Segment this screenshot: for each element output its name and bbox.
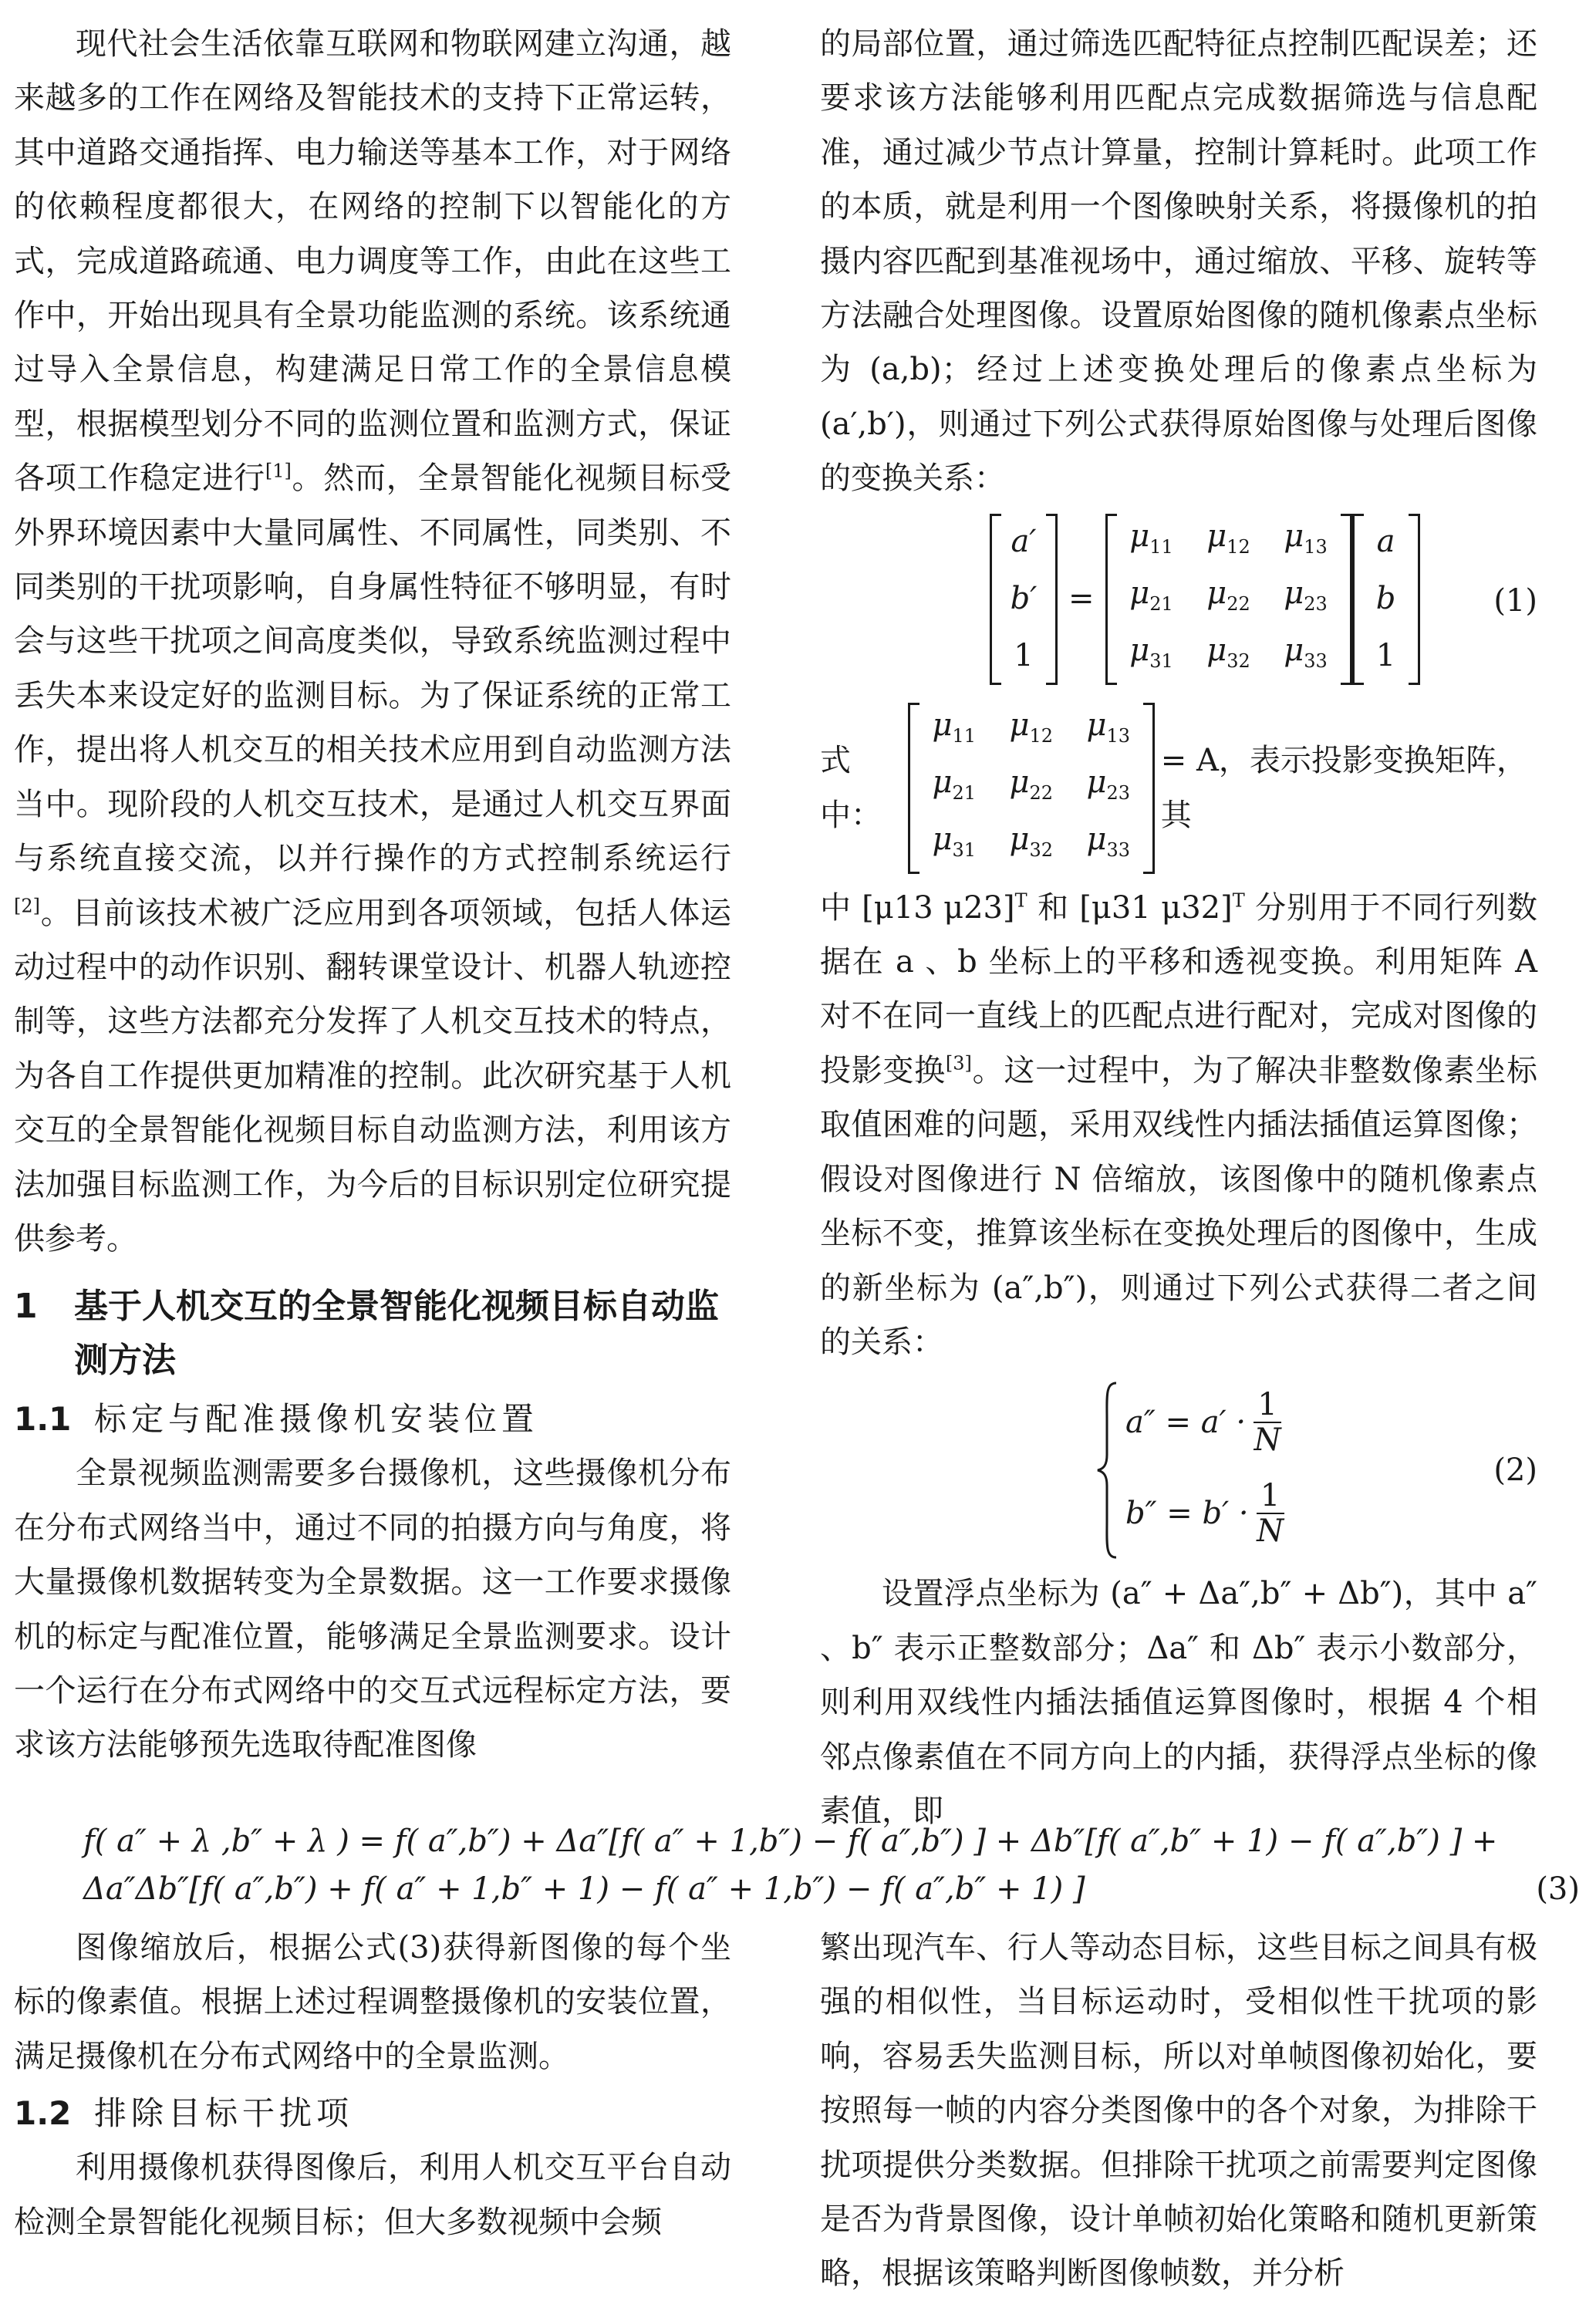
- equation-2-number: (2): [1493, 1452, 1537, 1489]
- right-column-bottom: [820, 1921, 1537, 2301]
- right-paragraph-2: 中 [μ13 μ23]$^T$ 和 [μ31 μ32]$^T$ 分别用于不同行列数据在 a 、b 坐标上的平移和透视变换。利用矩阵 A 对不在同一直线上的匹配点进行配对，完成对图像的投影变换[3]。这一过程中，为了解决非整数像素坐标取值困难的问题，采用双线性内插法插值运算图像；假设对图像进行 N 倍缩放，该图像中的随机像素点坐标不变，推算该坐标在变换处理后的图像中，生成的新坐标为 (a″,b″)，则通过下列公式获得二者之间的关系：: [820, 889, 1538, 1360]
- section-1-2-number: 1.2: [14, 2094, 72, 2133]
- section-1-number: 1: [14, 1287, 38, 1327]
- left-brace-icon: [1096, 1382, 1119, 1559]
- section-1-title: 基于人机交互的全景智能化视频目标自动监测方法: [74, 1287, 719, 1381]
- equation-1: a′ b′ 1 = $\mu_{11}$ $\mu_{12}$ $\mu_{13}$ $\mu_{21}$ $\mu_{22}$ $\mu_{23}$ $\mu_{31}$ $\mu_{32}$ $\mu_{33}$ a b 1 (1): [820, 511, 1537, 696]
- equation-3-number: (3): [1536, 1871, 1580, 1907]
- left-column-bottom: [14, 1921, 731, 2249]
- section-1-2-title: 排除目标干扰项: [94, 2094, 354, 2133]
- section-1-2-heading: [14, 2087, 731, 2141]
- projection-matrix: $\mu_{11}$ $\mu_{12}$ $\mu_{13}$ $\mu_{21}$ $\mu_{22}$ $\mu_{23}$ $\mu_{31}$ $\mu_{32}$ $\mu_{33}$: [1105, 514, 1352, 685]
- right-paragraph-1: 的局部位置，通过筛选匹配特征点控制匹配误差；还要求该方法能够利用匹配点完成数据筛选与信息配准，通过减少节点计算量，控制计算耗时。此项工作的本质，就是利用一个图像映射关系，将摄像机的拍摄内容匹配到基准视场中，通过缩放、平移、旋转等方法融合处理图像。设置原始图像的随机像素点坐标为 (a,b)；经过上述变换处理后的像素点坐标为 (a′,b′)，则通过下列公式获得原始图像与处理后图像的变换关系：: [820, 26, 1537, 497]
- paragraph-after-eq3: 图像缩放后，根据公式(3)获得新图像的每个坐标的像素值。根据上述过程调整摄像机的安装位置，满足摄像机在分布式网络中的全景监测。: [14, 1930, 731, 2074]
- section-1-1-title: 标定与配准摄像机安装位置: [94, 1400, 539, 1439]
- right-bottom-paragraph: 繁出现汽车、行人等动态目标，这些目标之间具有极强的相似性，当目标运动时，受相似性干扰项的影响，容易丢失监测目标，所以对单帧图像初始化，要按照每一帧的内容分类图像中的各个对象，为排除干扰项提供分类数据。但排除干扰项之前需要判定图像是否为背景图像，设计单帧初始化策略和随机更新策略，根据该策略判断图像帧数，并分析: [820, 1930, 1537, 2292]
- equation-1-number: (1): [1493, 582, 1537, 619]
- projection-matrix-definition: $\mu_{11}$ $\mu_{12}$ $\mu_{13}$ $\mu_{21}$ $\mu_{22}$ $\mu_{23}$ $\mu_{31}$ $\mu_{32}$ $\mu_{33}$: [908, 703, 1155, 874]
- vector-a-prime: a′ b′ 1: [990, 514, 1058, 685]
- eq2-line-1: a″ = a′ ·: [1125, 1405, 1247, 1441]
- intro-paragraph: 现代社会生活依靠互联网和物联网建立沟通，越来越多的工作在网络及智能技术的支持下正常运转，其中道路交通指挥、电力输送等基本工作，对于网络的依赖程度都很大，在网络的控制下以智能化的方式，完成道路疏通、电力调度等工作，由此在这些工作中，开始出现具有全景功能监测的系统。该系统通过导入全景信息，构建满足日常工作的全景信息模型，根据模型划分不同的监测位置和监测方式，保证各项工作稳定进行[1]。然而，全景智能化视频目标受外界环境因素中大量同属性、不同属性，同类别、不同类别的干扰项影响，自身属性特征不够明显，有时会与这些干扰项之间高度类似，导致系统监测过程中丢失本来设定好的监测目标。为了保证系统的正常工作，提出将人机交互的相关技术应用到自动监测方法当中。现阶段的人机交互技术，是通过人机交互界面与系统直接交流，以并行操作的方式控制系统运行[2]。目前该技术被广泛应用到各项领域，包括人体运动过程中的动作识别、翻转课堂设计、机器人轨迹控制等，这些方法都充分发挥了人机交互技术的特点，为各自工作提供更加精准的控制。此次研究基于人机交互的全景智能化视频目标自动监测方法，利用该方法加强目标监测工作，为今后的目标识别定位研究提供参考。: [14, 26, 732, 1257]
- matrix-definition: 式中： $\mu_{11}$ $\mu_{12}$ $\mu_{13}$ $\mu_{21}$ $\mu_{22}$ $\mu_{23}$ $\mu_{31}$ $\mu_{32}$ $\mu_{33}$ = A，表示投影变换矩阵，其: [820, 696, 1537, 881]
- left-column: [14, 17, 731, 1773]
- citation-1[interactable]: [1]: [265, 460, 292, 482]
- equation-2: a″ = a′ · $\frac{1}{N}$ b″ = b′ · $\frac{1}{N}$ (2): [820, 1374, 1537, 1567]
- section-1-1-heading: [14, 1392, 731, 1446]
- right-paragraph-3: 设置浮点坐标为 (a″ + Δa″,b″ + Δb″)，其中 a″ 、b″ 表示正整数部分；Δa″ 和 Δb″ 表示小数部分，则利用双线性内插法插值运算图像时，根据 4 个相邻点像素值在不同方向上的内插，获得浮点坐标的像素值，即: [820, 1576, 1537, 1829]
- right-column: [820, 17, 1537, 1838]
- equation-3: [14, 1817, 1580, 1913]
- section-1-heading: [14, 1280, 731, 1388]
- citation-2[interactable]: [2]: [14, 895, 40, 917]
- eq2-line-2: b″ = b′ ·: [1125, 1496, 1249, 1532]
- eq3-line-1: f( a″ + λ ,b″ + λ ) = f( a″,b″) + Δa″[f( a″ + 1,b″) − f( a″,b″) ] + Δb″[f( a″,b″ + 1) − f( a″,b″) ] +: [83, 1824, 1498, 1859]
- section-1-1-number: 1.1: [14, 1400, 72, 1439]
- citation-3[interactable]: [3]: [945, 1052, 972, 1075]
- paragraph-1-1: 全景视频监测需要多台摄像机，这些摄像机分布在分布式网络当中，通过不同的拍摄方向与角度，将大量摄像机数据转变为全景数据。这一工作要求摄像机的标定与配准位置，能够满足全景监测要求。设计一个运行在分布式网络中的交互式远程标定方法，要求该方法能够预先选取待配准图像: [14, 1456, 731, 1763]
- eq3-line-2: Δa″Δb″[f( a″,b″) + f( a″ + 1,b″ + 1) − f( a″ + 1,b″) − f( a″,b″ + 1) ] (3): [14, 1865, 1580, 1913]
- vector-a: a b 1: [1352, 514, 1420, 685]
- paragraph-1-2: 利用摄像机获得图像后，利用人机交互平台自动检测全景智能化视频目标；但大多数视频中会频: [14, 2150, 731, 2240]
